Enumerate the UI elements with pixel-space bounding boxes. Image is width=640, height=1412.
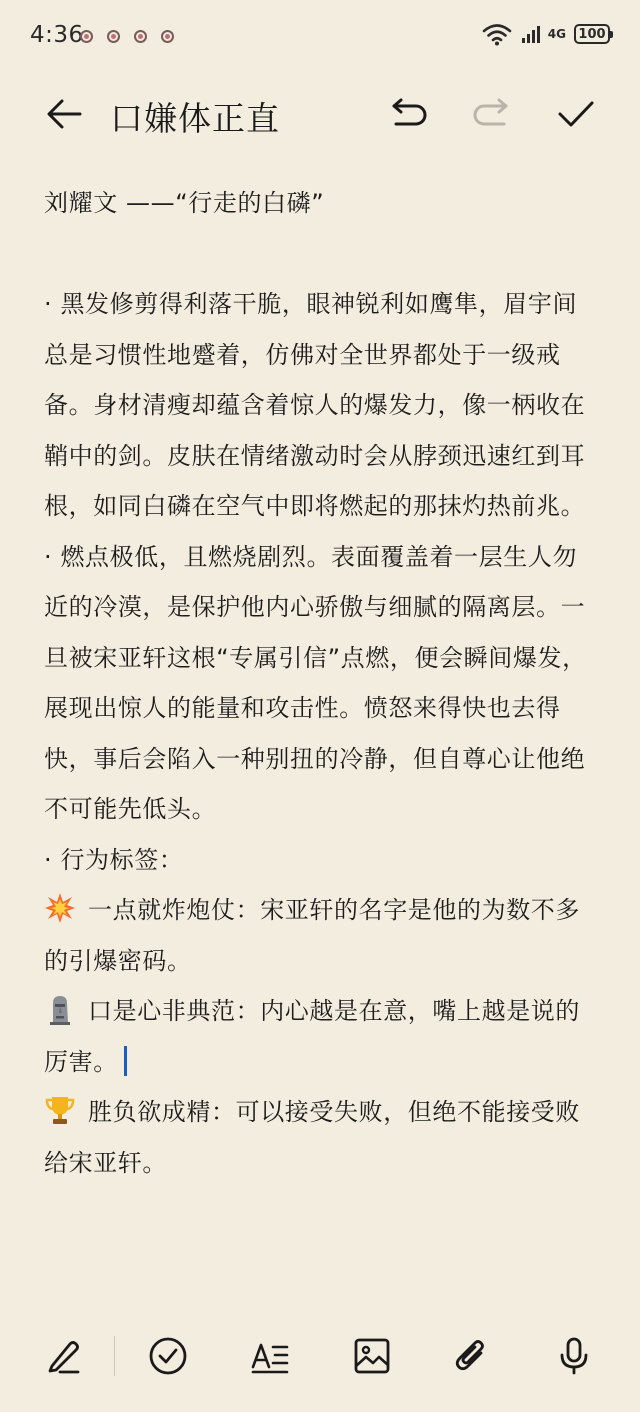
text-cursor — [124, 1046, 127, 1076]
note-editor[interactable] — [44, 178, 600, 1298]
checklist-icon — [147, 1335, 189, 1377]
redo-button[interactable] — [462, 76, 522, 152]
save-button[interactable] — [546, 76, 606, 152]
notification-icon — [80, 30, 93, 43]
microphone-icon — [553, 1335, 595, 1377]
status-bar — [0, 0, 640, 76]
status-right — [482, 22, 610, 46]
insert-image-button[interactable] — [342, 1316, 402, 1396]
battery-level: 100 — [578, 26, 606, 42]
note-toolbar — [0, 76, 640, 152]
voice-input-button[interactable] — [544, 1316, 604, 1396]
attachment-button[interactable] — [442, 1316, 502, 1396]
back-arrow-icon — [44, 96, 84, 132]
note-line-behavior-tags: · 行为标签： — [44, 845, 184, 874]
status-time: 4:36 — [30, 22, 84, 48]
battery-indicator — [574, 24, 610, 44]
pen-icon — [44, 1336, 84, 1376]
wifi-icon — [482, 22, 512, 46]
note-tag-line-1 — [44, 885, 600, 986]
note-paragraph-personality: · 燃点极低，且燃烧剧烈。表面覆盖着一层生人勿近的冷漠，是保护他内心骄傲与细腻的隔离层。一旦被宋亚轩这根“专属引信”点燃，便会瞬间爆发，展现出惊人的能量和攻击性。愤怒来得快也去得快，事后会陷入一种别扭的冷静，但自尊心让他绝不可能先低头。 — [44, 542, 587, 823]
toolbar-divider — [114, 1336, 115, 1376]
notification-icon — [107, 30, 120, 43]
undo-button[interactable] — [378, 76, 438, 152]
notification-icon — [134, 30, 147, 43]
text-format-button[interactable] — [240, 1316, 300, 1396]
note-line-heading: 刘耀文 ——“行走的白磷” — [44, 189, 325, 217]
note-tag-line-2 — [44, 986, 600, 1087]
note-paragraph-appearance: · 黑发修剪得利落干脆，眼神锐利如鹰隼，眉宇间总是习惯性地蹙着，仿佛对全世界都处于一级戒备。身材清瘦却蕴含着惊人的爆发力，像一柄收在鞘中的剑。皮肤在情绪激动时会从脖颈迅速红到耳根，如同白磷在空气中即将燃起的那抹灼热前兆。 — [44, 290, 586, 520]
moai-emoji-icon — [44, 993, 76, 1025]
checklist-button[interactable] — [138, 1316, 198, 1396]
trophy-emoji-icon — [44, 1094, 76, 1126]
signal-icon — [520, 23, 542, 45]
note-tag-line-3 — [44, 1087, 600, 1188]
back-button[interactable] — [34, 76, 94, 152]
tag-text-1: 一点就炸炮仗：宋亚轩的名字是他的为数不多的引爆密码。 — [44, 896, 580, 975]
undo-icon — [388, 96, 428, 132]
redo-icon — [472, 96, 512, 132]
handwriting-button[interactable] — [34, 1316, 94, 1396]
collision-emoji-icon — [44, 892, 76, 924]
attachment-icon — [451, 1335, 493, 1377]
note-title[interactable]: 口嫌体正直 — [110, 99, 280, 138]
text-format-icon — [249, 1335, 291, 1377]
blank-line — [44, 229, 600, 280]
bottom-toolbar — [0, 1316, 640, 1396]
notification-icon — [161, 30, 174, 43]
checkmark-icon — [556, 96, 596, 132]
notification-icons — [80, 30, 174, 43]
tag-text-2: 口是心非典范：内心越是在意，嘴上越是说的厉害。 — [44, 997, 580, 1076]
network-type-label: 4G — [547, 27, 566, 41]
tag-text-3: 胜负欲成精：可以接受失败，但绝不能接受败给宋亚轩。 — [44, 1098, 580, 1177]
image-icon — [351, 1335, 393, 1377]
